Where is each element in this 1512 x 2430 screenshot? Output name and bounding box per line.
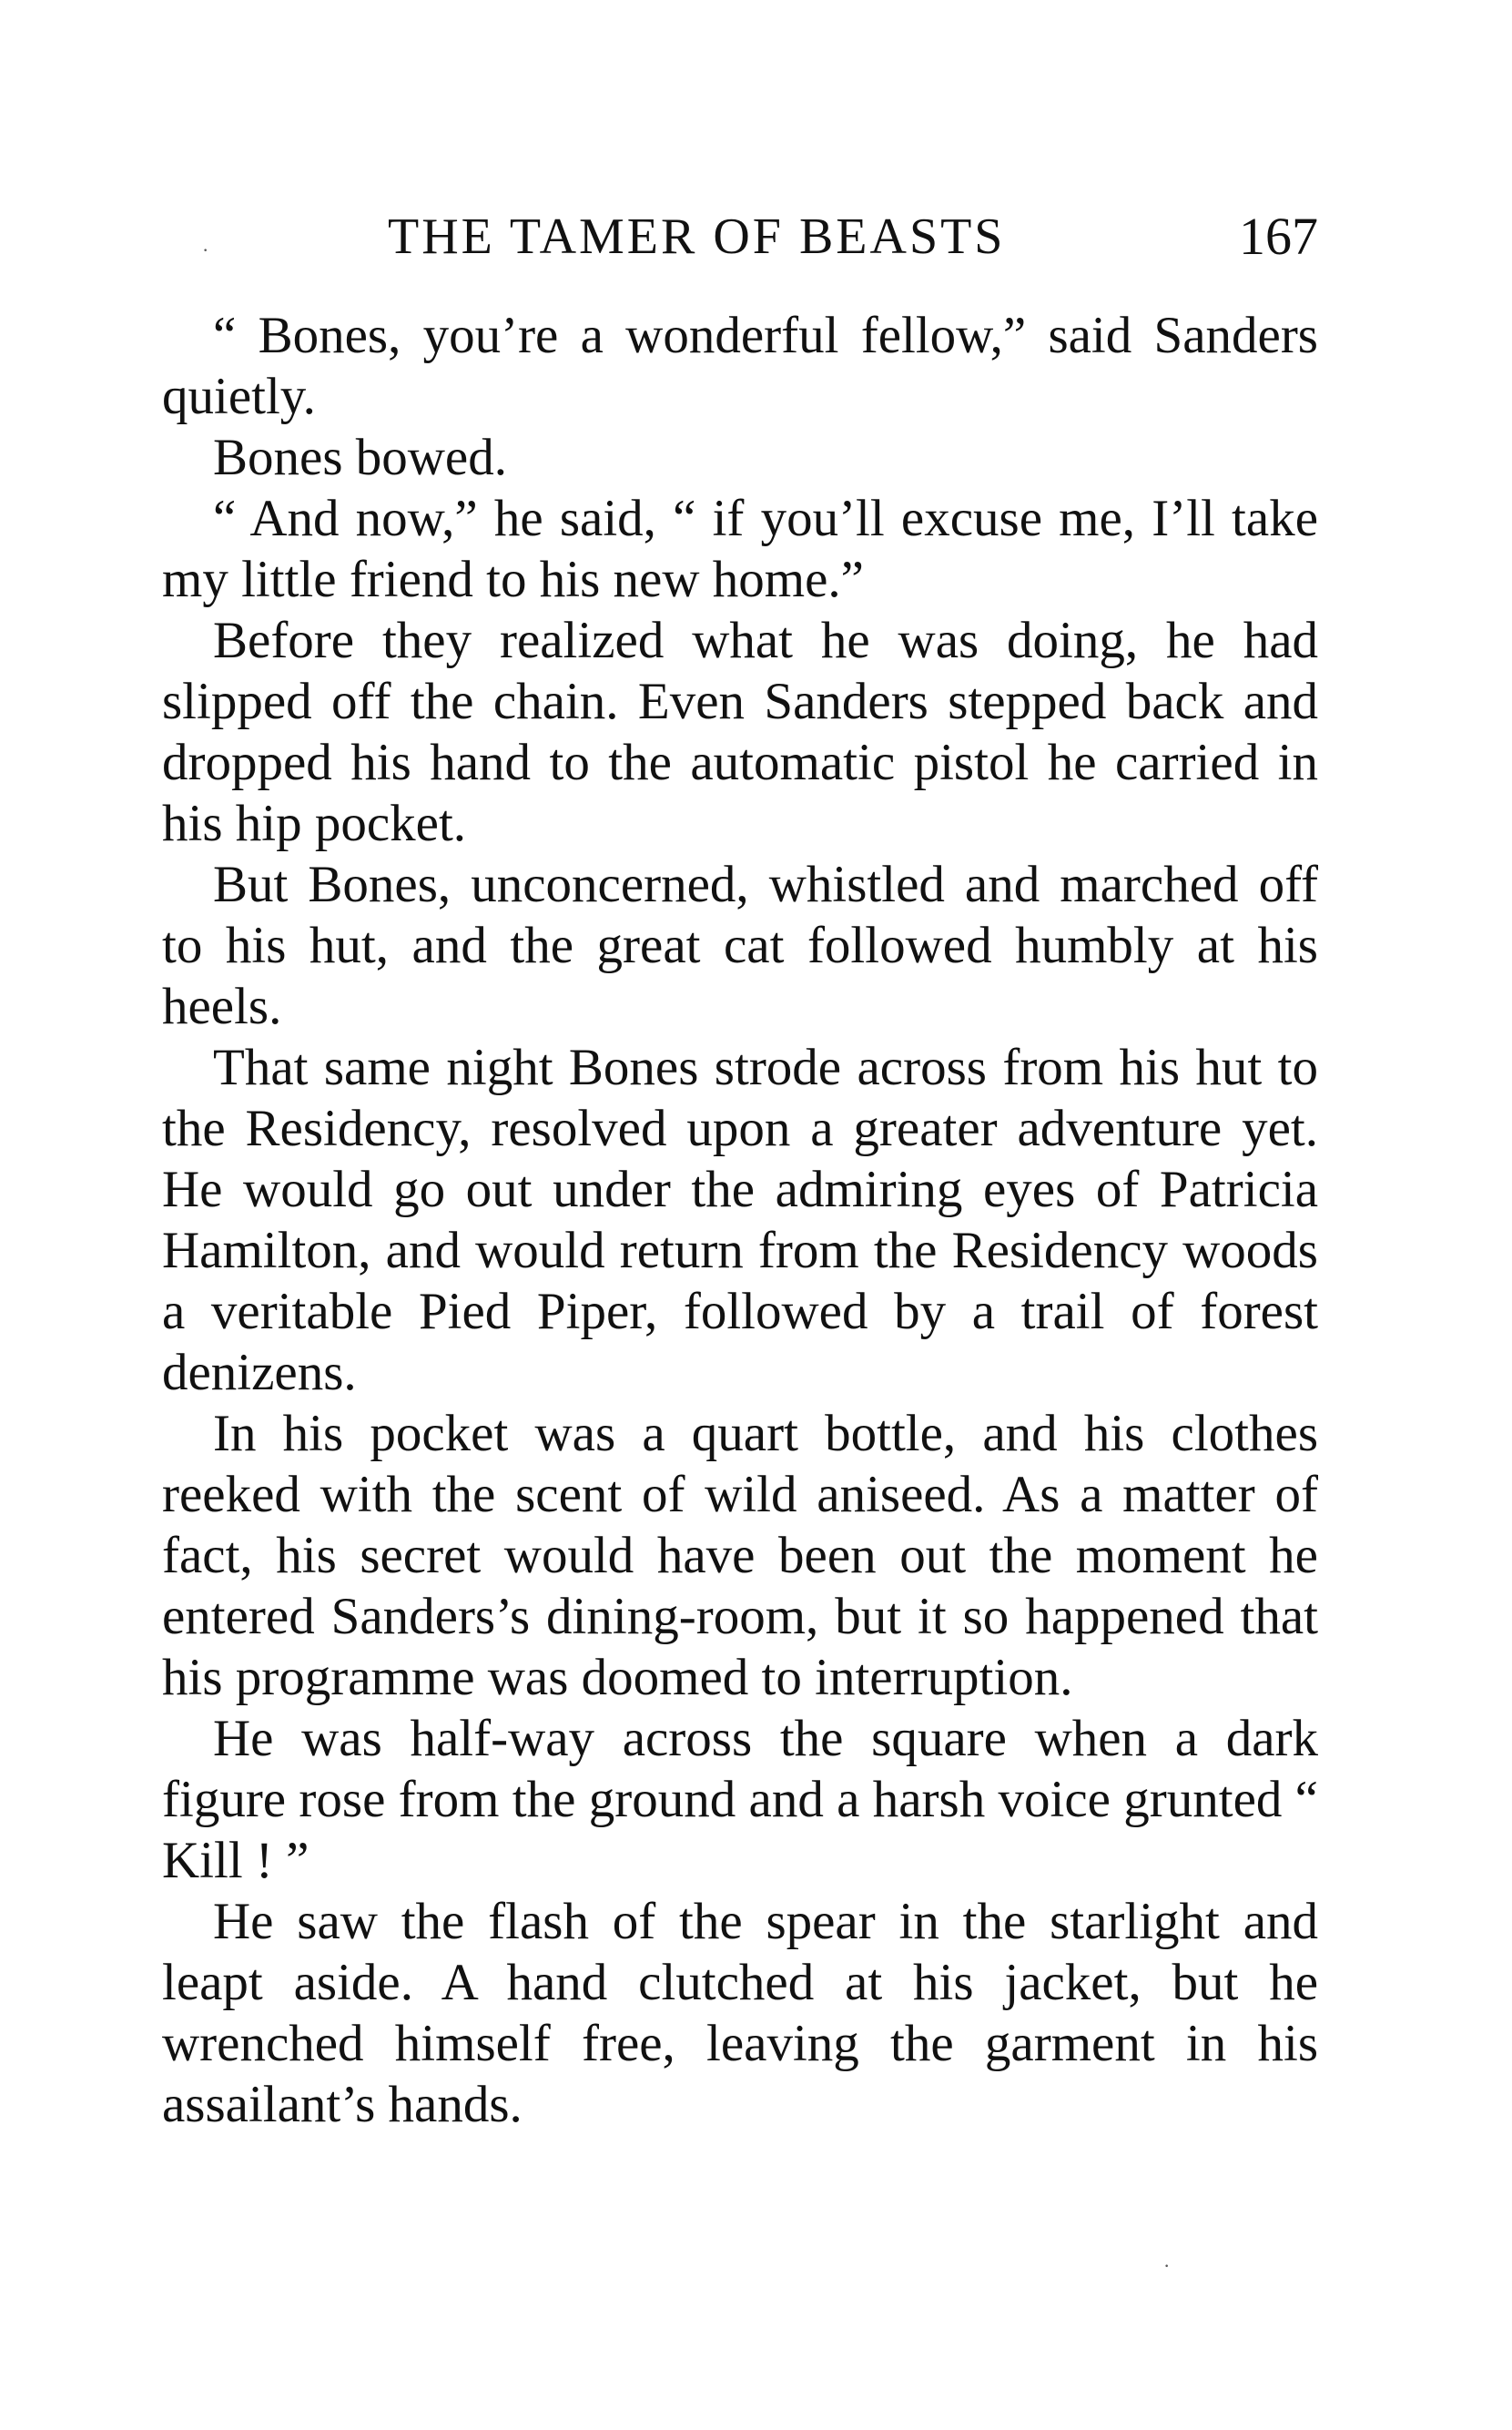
paragraph: Before they realized what he was doing, he had slipped off the chain. Even Sanders stepped back and dropped his hand to the automatic pistol he carried in his hip pocket. bbox=[162, 612, 1318, 852]
body-text bbox=[162, 305, 1318, 2135]
paragraph: In his pocket was a quart bottle, and his clothes reeked with the scent of wild aniseed. As a matter of fact, his secret would have been out the moment he entered Sanders’s dining-room, but it so happened that his programme was doomed to interruption. bbox=[162, 1405, 1318, 1706]
paragraph: He was half-way across the square when a dark figure rose from the ground and a harsh voice grunted “ Kill ! ” bbox=[162, 1710, 1318, 1889]
paragraph: Bones bowed. bbox=[213, 429, 507, 486]
print-speck: · bbox=[202, 239, 209, 261]
paragraph: “ And now,” he said, “ if you’ll excuse me, I’ll take my little friend to his new home.” bbox=[162, 490, 1318, 608]
running-title: THE TAMER OF BEASTS bbox=[388, 208, 1006, 265]
paragraph: He saw the flash of the spear in the starlight and leapt aside. A hand clutched at his jacket, but he wrenched himself free, leaving the garment in his assailant’s hands. bbox=[162, 1893, 1318, 2133]
paragraph: “ Bones, you’re a wonderful fellow,” said Sanders quietly. bbox=[162, 307, 1318, 425]
paragraph: But Bones, unconcerned, whistled and marched off to his hut, and the great cat followed humbly at his heels. bbox=[162, 856, 1318, 1035]
print-speck: · bbox=[1163, 2254, 1171, 2277]
paragraph: That same night Bones strode across from his hut to the Residency, resolved upon a greater adventure yet. He would go out under the admiring eyes of Patricia Hamilton, and would return from the Residency woods a veritable Pied Piper, followed by a trail of forest denizens. bbox=[162, 1039, 1318, 1401]
page-number: 167 bbox=[1239, 207, 1318, 266]
page-header bbox=[162, 205, 1318, 269]
